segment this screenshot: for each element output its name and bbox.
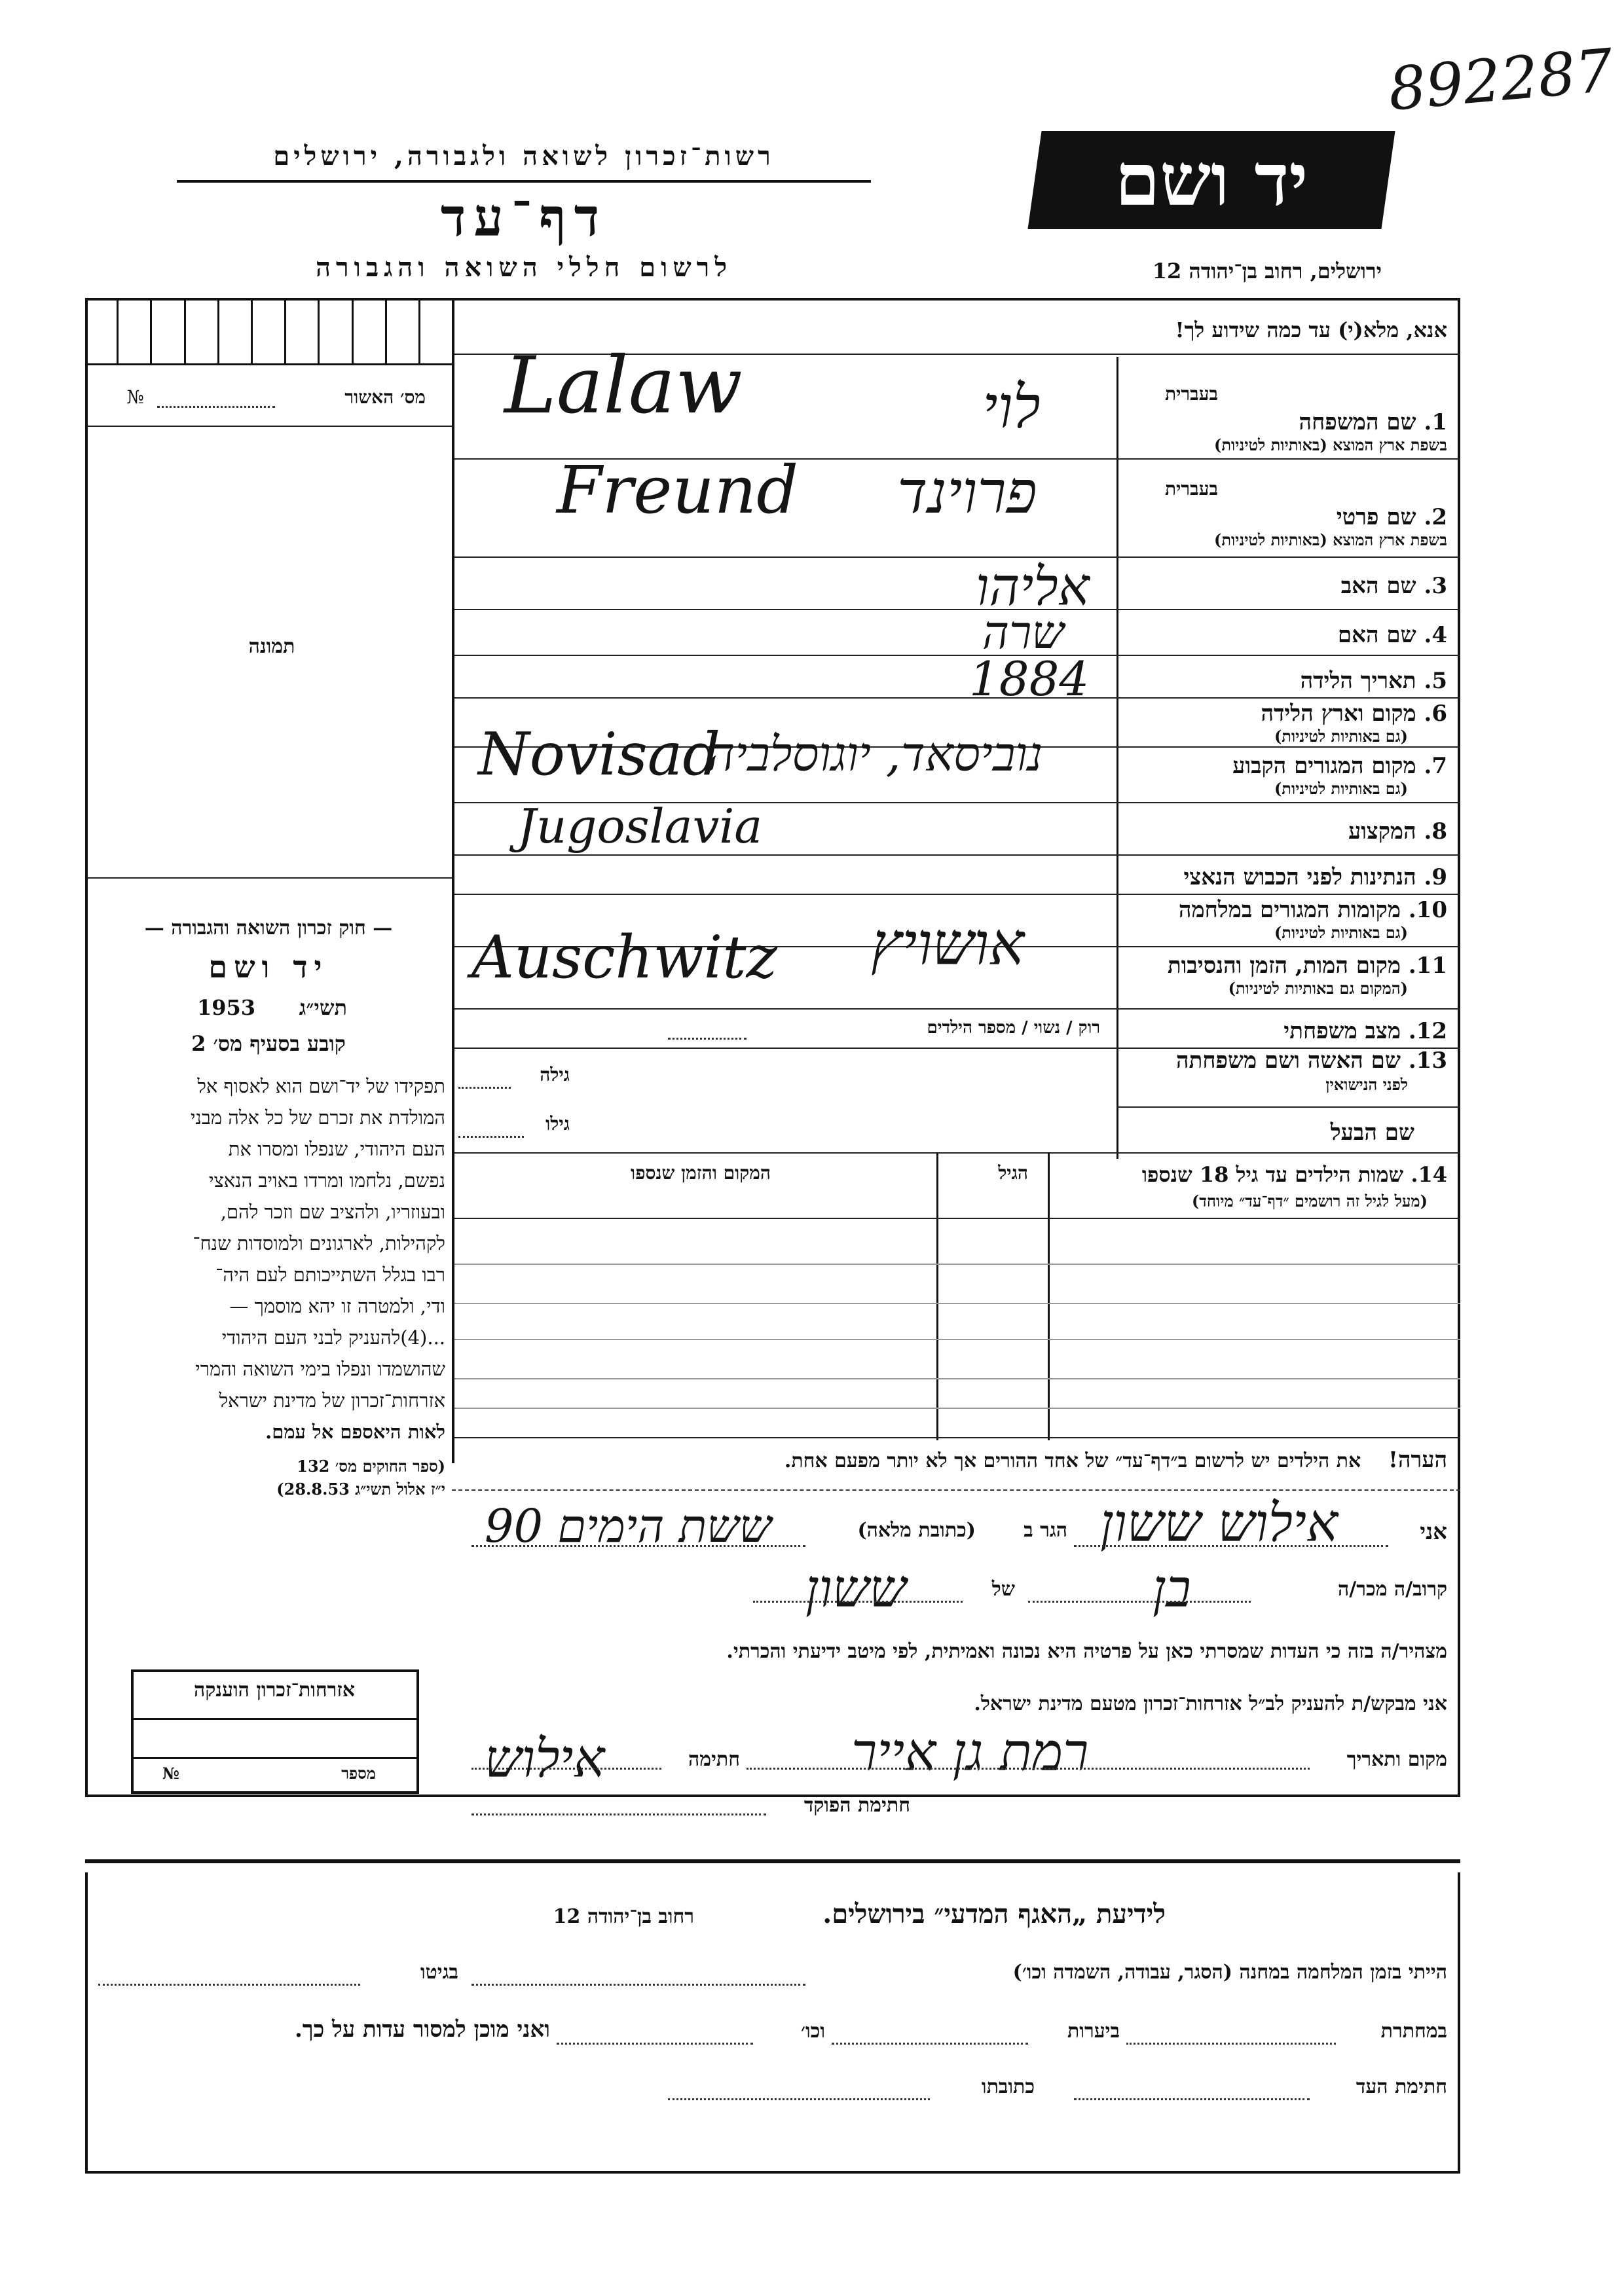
footer-title: לידיעת „האגף המדעי״ בירושלים.	[822, 1899, 1166, 1929]
law-ref-2: י״ז אלול תשי״ג 28.8.53)	[276, 1480, 445, 1499]
hw-given-latin: Freund	[557, 452, 799, 528]
note-text: את הילדים יש לרשום ב״דף־עד״ של אחד ההורים אך לא יותר מפעם אחת.	[784, 1449, 1361, 1472]
f7-label	[1126, 753, 1447, 779]
husband-age-label: גילו	[545, 1113, 570, 1135]
authority-name: רשות־זכרון לשואה ולגבורה, ירושלים	[273, 141, 775, 172]
footer-line2-d: ואני מוכן למסור עדות על כך.	[295, 2016, 550, 2043]
hw-country-latin: Jugoslavia	[517, 799, 763, 854]
f8-bottom	[454, 854, 1460, 856]
law-year: 1953	[196, 995, 255, 1020]
page-title: דף־עד	[440, 187, 608, 248]
hw-relation-of: ששון	[805, 1558, 907, 1619]
decl-statement: מצהיר/ה בזה כי העדות שמסרתי כאן על פרטיה היא נכונה ואמיתית, לפי מיטב ידיעתי והכרתי.	[726, 1640, 1447, 1663]
f3-label	[1126, 573, 1447, 599]
f2-hebrew-tag: בעברית	[1164, 478, 1218, 500]
footer-line1-b: בגיטו	[420, 1961, 458, 1984]
f3-text: שם האב	[1340, 573, 1416, 599]
footer-line1-a: הייתי בזמן המלחמה במחנה (הסגר, עבודה, השמדה וכו׳)	[1012, 1961, 1447, 1984]
photo-label: תמונה	[248, 635, 295, 658]
footer-line3-b: כתובתו	[981, 2075, 1035, 2098]
decl-relative: קרוב/ה מכר/ה	[1338, 1578, 1447, 1601]
note-label: הערה!	[1388, 1447, 1447, 1473]
approval-no-symbol: №	[126, 386, 144, 408]
f10-sub: (גם באותיות לטיניות)	[1274, 923, 1408, 942]
citizenship-number-label: מספר	[341, 1764, 376, 1783]
approval-label: מס׳ האשור	[344, 386, 426, 408]
hw-signature: אילוש	[485, 1728, 605, 1789]
decl-request: אני מבקש/ת להעניק לב״ל אזרחות־זכרון מטעם מדינת ישראל.	[974, 1692, 1447, 1715]
f13-sub: לפני הנישואין	[1325, 1075, 1408, 1094]
wife-age-label: גילה	[540, 1064, 570, 1085]
husband-bottom	[454, 1152, 1460, 1154]
f6-label	[1126, 701, 1447, 727]
address: ירושלים, רחוב בן־יהודה 12	[1152, 259, 1382, 283]
decl-resides: הגר ב	[1024, 1519, 1067, 1542]
children-row-5[interactable]	[454, 1408, 1460, 1409]
f11-sub: (המקום גם באותיות לטיניות)	[1228, 979, 1408, 998]
f12-text: מצב משפחתי	[1283, 1018, 1401, 1044]
note	[465, 1447, 1447, 1473]
f6-num: 6.	[1424, 701, 1447, 727]
f14-text: שמות הילדים עד גיל 18 שנספו	[1141, 1162, 1404, 1187]
f13-bottom	[1116, 1106, 1460, 1108]
f13-text: שם האשה ושם משפחתה	[1176, 1048, 1401, 1074]
law-heading: — חוק זכרון השואה והגבורה —	[144, 917, 393, 939]
f1-num: 1.	[1424, 409, 1447, 435]
f14-place-col: המקום והזמן שנספו	[631, 1162, 771, 1184]
children-row-1[interactable]	[454, 1264, 1460, 1265]
f14-age-col: הגיל	[998, 1162, 1028, 1184]
husband-age-field[interactable]	[458, 1136, 524, 1138]
page-subtitle: לרשום חללי השואה והגבורה	[315, 252, 733, 283]
f14-col-divider-1	[1048, 1152, 1050, 1440]
f2-text: שם פרטי	[1336, 504, 1416, 530]
signature-field[interactable]	[471, 1768, 661, 1770]
approval-boxes	[85, 298, 452, 365]
f14-label	[1048, 1162, 1447, 1187]
law-line: ובעוזריו, ולהציב שם וזכר להם,	[220, 1201, 445, 1223]
citizenship-no-symbol: №	[162, 1764, 179, 1783]
footer-line3-a: חתימת העד	[1356, 2075, 1447, 2098]
f1-text: שם המשפחה	[1299, 409, 1416, 435]
law-line: לאות היאספם אל עמם.	[265, 1421, 445, 1443]
decl-officer: חתימת הפוקד	[803, 1794, 910, 1817]
f12-options: רוק / נשוי / מספר הילדים	[927, 1018, 1100, 1038]
footer-other-field[interactable]	[557, 2043, 753, 2045]
hw-given-hebrew: פרוינד	[897, 458, 1037, 527]
hw-declarant-name: אילוש ששון	[1100, 1493, 1338, 1554]
law-year-heb: תשי״ג	[299, 995, 347, 1020]
decl-place-date: מקום ותאריך	[1346, 1748, 1447, 1771]
f11-bottom	[454, 1008, 1460, 1010]
place-date-field[interactable]	[747, 1768, 1310, 1770]
f3-num: 3.	[1424, 573, 1447, 599]
label-column-divider	[1116, 357, 1118, 1159]
citizenship-box	[131, 1669, 419, 1794]
instruction: אנא, מלא(י) עד כמה שידוע לך!	[1175, 318, 1447, 342]
citizenship-title: אזרחות־זכרון הוענקה	[193, 1679, 356, 1702]
f14-sub: (מעל לגיל זה רושמים ״דף־עד״ מיוחד)	[1191, 1192, 1428, 1211]
f12-children-field[interactable]	[668, 1038, 747, 1040]
law-line: ודי, ולמטרה זו יהא מוסמך —	[229, 1295, 445, 1317]
citizenship-rule	[134, 1718, 416, 1720]
children-table-bottom	[454, 1437, 1460, 1438]
f11-num: 11.	[1408, 953, 1447, 979]
footer-rule-outer	[85, 1859, 1460, 1863]
f13-label	[1126, 1048, 1447, 1074]
wife-age-field[interactable]	[458, 1087, 511, 1089]
children-row-3[interactable]	[454, 1339, 1460, 1340]
f2-num: 2.	[1424, 504, 1447, 530]
f10-text: מקומות המגורים במלחמה	[1178, 897, 1401, 923]
law-line: לקהילות, לארגונים ולמוסדות שנח־	[193, 1232, 445, 1254]
footer-witness-address-field[interactable]	[668, 2098, 930, 2100]
f11-label	[1126, 953, 1447, 979]
f4-text: שם האם	[1337, 622, 1416, 648]
footer-witness-signature-field[interactable]	[1074, 2098, 1310, 2100]
footer-line2-b: ביערות	[1067, 2020, 1120, 2043]
f5-bottom	[454, 697, 1460, 699]
law-line: העם היהודי, שנפלו ומסרו את	[228, 1138, 445, 1160]
relation-field[interactable]	[1028, 1601, 1251, 1603]
footer-forests-field[interactable]	[832, 2043, 1028, 2045]
hw-declarant-address: ששת הימים 90	[485, 1499, 772, 1553]
hw-birthplace-latin: Novisad	[478, 720, 721, 789]
law-line: שהושמדו ונפלו בימי השואה והמרי	[195, 1358, 445, 1380]
f5-label	[1126, 668, 1447, 694]
children-row-2[interactable]	[454, 1303, 1460, 1304]
law-line: נפשם, נלחמו ומרדו באויב הנאצי	[208, 1169, 445, 1192]
f7-text: מקום המגורים הקבוע	[1232, 753, 1416, 779]
f4-bottom	[454, 655, 1460, 656]
f10-num: 10.	[1408, 897, 1447, 923]
footer-underground-field[interactable]	[1126, 2043, 1336, 2045]
law-line: תפקידו של יד־ושם הוא לאסוף אל	[197, 1075, 445, 1097]
note-bottom	[452, 1489, 1460, 1492]
officer-signature-field[interactable]	[471, 1813, 766, 1815]
hw-relation: בן	[1153, 1558, 1191, 1619]
f7-num: 7.	[1424, 753, 1447, 779]
hw-place-date: רמת גן אייר	[851, 1722, 1089, 1783]
hw-birthplace-hebrew: נוביסאד, יוגוסלביה	[707, 727, 1043, 782]
law-line: המולדת את זכרם של כל אלה מבני	[190, 1106, 445, 1129]
f4-label	[1126, 622, 1447, 648]
f8-text: המקצוע	[1348, 818, 1416, 845]
f3-bottom	[454, 609, 1460, 610]
f10-label	[1126, 897, 1447, 923]
f6-text: מקום וארץ הלידה	[1261, 701, 1416, 727]
yad-vashem-logo	[1027, 131, 1395, 229]
hw-surname-hebrew: לוי	[982, 373, 1041, 442]
f4-num: 4.	[1424, 622, 1447, 648]
photo-area-bottom	[88, 877, 452, 879]
hw-father: אליהו	[976, 556, 1090, 617]
f9-label	[1126, 864, 1447, 890]
f12-label	[1126, 1018, 1447, 1044]
citizenship-rule-2	[134, 1757, 416, 1759]
approval-number-field[interactable]	[157, 406, 275, 408]
footer-ghetto-field[interactable]	[98, 1984, 360, 1986]
hw-mother: שרה	[982, 606, 1064, 659]
decl-signature: חתימה	[688, 1748, 740, 1771]
document-number: 892287	[1386, 36, 1616, 124]
f6-sub: (גם באותיות לטיניות)	[1274, 727, 1408, 746]
law-clause: קובע בסעיף מס׳ 2	[191, 1031, 346, 1056]
f8-num: 8.	[1424, 818, 1447, 845]
children-row-4[interactable]	[454, 1378, 1460, 1379]
decl-of: של	[991, 1578, 1015, 1601]
f7-sub: (גם באותיות לטיניות)	[1274, 779, 1408, 798]
relation-of-field[interactable]	[753, 1601, 963, 1603]
photo-area-top	[88, 426, 452, 427]
law-line: אזרחות־זכרון של מדינת ישראל	[219, 1389, 445, 1412]
f13-num: 13.	[1408, 1048, 1447, 1074]
f9-num: 9.	[1424, 864, 1447, 890]
f14-col-divider-2	[936, 1152, 938, 1440]
f11-text: מקום המות, הזמן והנסיבות	[1167, 953, 1401, 979]
footer-line2-a: במחתרת	[1380, 2020, 1447, 2043]
footer-camp-field[interactable]	[471, 1984, 805, 1986]
hw-surname-latin: Lalaw	[504, 340, 743, 431]
hw-birth-year: 1884	[969, 651, 1090, 706]
footer-line2-c: וכו׳	[801, 2020, 825, 2043]
header-rule	[177, 180, 871, 183]
f8-label	[1126, 818, 1447, 845]
f2-sub: בשפת ארץ המוצא (באותיות לטיניות)	[1214, 530, 1447, 549]
hw-death-latin: Auschwitz	[471, 923, 777, 992]
f14-header-bottom	[454, 1218, 1460, 1219]
declarant-name-field[interactable]	[1074, 1545, 1388, 1547]
declarant-address-field[interactable]	[471, 1545, 805, 1547]
f1-sub: בשפת ארץ המוצא (באותיות לטיניות)	[1214, 435, 1447, 454]
f9-text: הנתינות לפני הכבוש הנאצי	[1183, 864, 1416, 890]
f5-text: תאריך הלידה	[1300, 668, 1416, 694]
decl-full-addr: (כתובת מלאה)	[857, 1519, 976, 1542]
law-ref-1: (ספר החוקים מס׳ 132	[297, 1457, 445, 1476]
law-org: יד ושם	[208, 949, 329, 985]
hw-death-hebrew: אושויץ	[871, 910, 1025, 979]
f5-num: 5.	[1424, 668, 1447, 694]
logo-text: יד ושם	[1115, 137, 1308, 222]
f1-hebrew-tag: בעברית	[1164, 383, 1218, 405]
f1-label	[1126, 409, 1447, 435]
f9-bottom	[454, 894, 1460, 895]
husband-label: שם הבעל	[1330, 1120, 1414, 1146]
decl-i-am: אני	[1420, 1519, 1447, 1545]
left-column-divider	[452, 298, 454, 1463]
law-text	[92, 1070, 445, 1448]
f2-label	[1126, 504, 1447, 530]
f2-bottom	[454, 556, 1460, 558]
law-line: רבו בגלל השתייכותם לעם היה־	[215, 1264, 445, 1286]
footer-address: רחוב בן־יהודה 12	[553, 1905, 694, 1928]
f12-num: 12.	[1408, 1018, 1447, 1044]
f14-num: 14.	[1411, 1162, 1447, 1187]
law-line: ...(4)להעניק לבני העם היהודי	[221, 1326, 445, 1349]
